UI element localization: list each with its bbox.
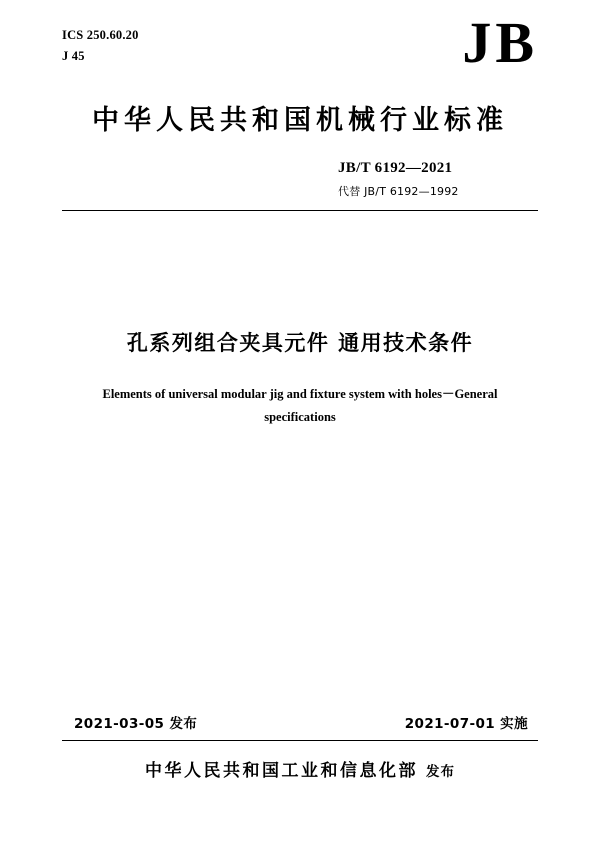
classification-block <box>62 26 139 67</box>
title-english <box>100 383 500 429</box>
ccs-code: J 45 <box>62 49 85 64</box>
issuer-verb: 发布 <box>426 764 455 780</box>
title-english-line2: specifications <box>264 410 336 425</box>
title-english-line1: Elements of universal modular jig and fixture system with holes－General <box>102 387 498 401</box>
page-content <box>62 0 538 849</box>
issuer-line <box>62 756 538 781</box>
replaces-line <box>338 183 538 199</box>
divider-bottom <box>62 740 538 741</box>
replaces-label: 代替 <box>338 185 361 198</box>
standard-number: JB/T 6192—2021 <box>338 160 453 176</box>
authority-title: 中华人民共和国机械行业标准 <box>92 105 508 136</box>
divider-top <box>62 210 538 211</box>
standard-number-block <box>338 160 538 199</box>
issue-date: 2021-03-05 发布 <box>74 716 198 732</box>
effective-date: 2021-07-01 实施 <box>404 716 528 732</box>
title-chinese: 孔系列组合夹具元件 通用技术条件 <box>126 331 474 355</box>
issuer-name: 中华人民共和国工业和信息化部 <box>145 761 418 781</box>
replaces-number: JB/T 6192—1992 <box>364 185 459 198</box>
jb-logo: JB <box>462 10 538 75</box>
ics-code: ICS 250.60.20 <box>62 28 139 42</box>
